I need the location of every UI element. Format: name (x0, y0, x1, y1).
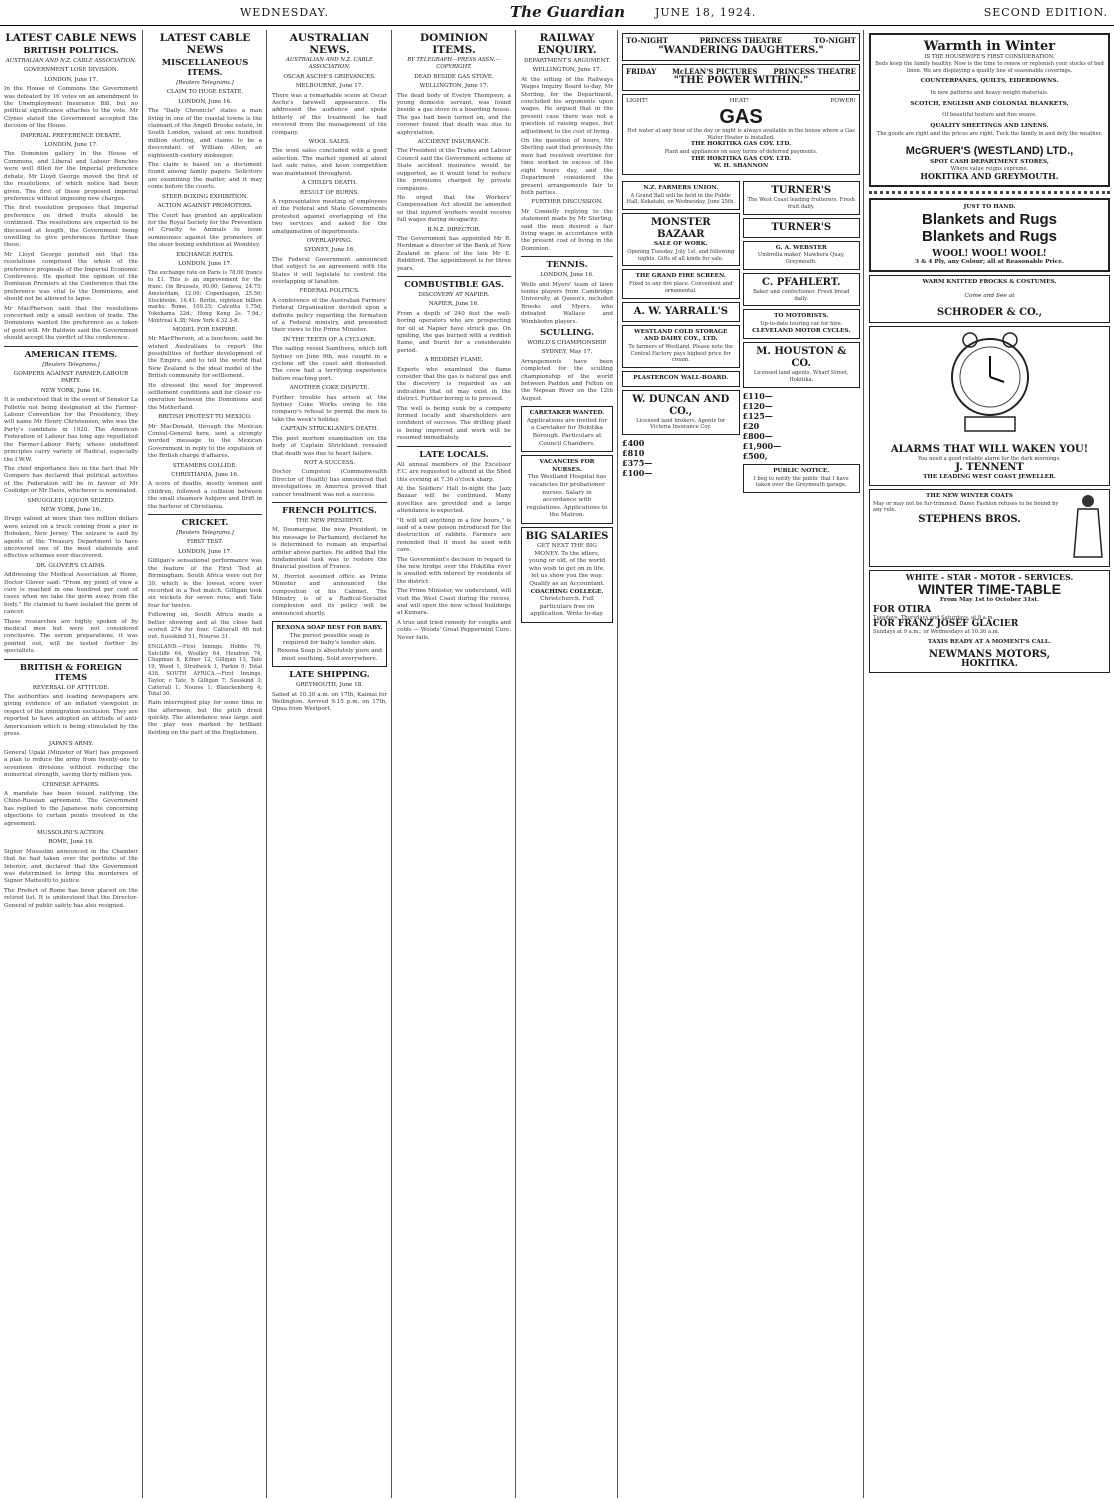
byline: BY TELEGRAPH—PRESS ASSN.—COPYRIGHT. (407, 57, 501, 71)
dateline: WELLINGTON, June 17. (532, 67, 602, 74)
article-text: The first resolution proposes that Imperial preference on dried fruits should be continued. The resolutions are expected to be discussed at length, the Government being unwilling to give preferences further than these. (4, 205, 138, 249)
article-text: Addressing the Medical Association at Rome, Doctor Glover said: "From my point of view a cure is reached in one hundred per cent of cases when we take the germ away from the body." He claimed to have isolated the germ of cancer. (4, 572, 138, 616)
article-text: At the sitting of the Railways Wages Inquiry Board to-day, Mr Sterling, for the Department, concluded his arguments upon wages. He argued that in the present case there was not a question of raising wages, but adjustment to the cost of living. (521, 76, 613, 135)
company-name: THE HOKITIKA GAS COY. LTD. (690, 155, 792, 162)
ad-title: REXONA SOAP BEST FOR BABY. (276, 625, 383, 632)
subhead: WORLD'S CHAMPIONSHIP. (527, 340, 607, 346)
article-text: Signor Mussolini announced in the Chamber that he had taken over the portfolio of the Interior, and declared that the Government was determined to bring the murderers of Signor Matteotti to justice. (4, 848, 138, 885)
ad-text: Hot water at any hour of the day or night is always available in the house where a Gas Water Heater is installed. (627, 127, 855, 141)
company-name: NEWMANS MOTORS, (928, 649, 1051, 661)
subhead: OSCAR ASCHE'S GRIEVANCES. (283, 73, 376, 80)
white-star-motor-ad (869, 570, 1110, 673)
ad-text: Umbrella maker, Mawhera Quay, Greymouth. (757, 252, 845, 265)
article-text: The post mortem examination on the body of Captain Strickland revealed that death was due to heart failure. (272, 435, 387, 457)
ad-text: Beds keep the family healthy. Now is the time to renew or replenish your stocks of bed linen. We are displaying a quality line of seasonable coverings. (875, 60, 1104, 74)
article-text: Doctor Cumpston (Commonwealth Director of Health) has announced that investigations in America proved that cancer treatment was not a success. (272, 469, 387, 498)
article-text: Mr MacPherson, at a luncheon, said he wished Australians to report the possibilities of further development of the Empire, and to tell the world that New Zealand is the ideal model of the British community for settlement. (148, 336, 262, 380)
day-label: FRIDAY (626, 66, 657, 76)
ad-text: The Westland Hospital has vacancies for probationer nurses. Salary in accordance with regulations. Applications to the Matron. (526, 474, 608, 519)
ad-text: The West Coast leading fruiterers. Fresh fruit daily. (747, 196, 855, 210)
ad-text: A Grand Ball will be held in the Public Hall, Kokatahi, on Wednesday, June 25th. (626, 192, 735, 206)
article-text: On the question of hours, Mr Sterling said that previously the men had received overtime for time worked in excess of the eight hours day, and the Department considered the present arrangements fair to both parties. (521, 138, 613, 196)
article-text: Following on, South Africa made a better showing and at the close had scored 274 for four. Catterall 46 not out, Susskind 51, Nourse 31. (148, 612, 262, 641)
gas-power: POWER! (830, 98, 856, 105)
article-text: A representative meeting of employees of the Federal and State Governments protested against overlapping of the two services and asked for the amalgamation of departments. (272, 198, 387, 235)
ad-title: ALARMS THAT WILL WAKEN YOU! (890, 443, 1089, 455)
subhead: IN THE TEETH OF A CYCLONE. (283, 336, 376, 343)
agent-name: W. H. SHANNON (713, 163, 769, 170)
subhead: REVERSAL OF ATTITUDE. (32, 684, 110, 691)
store-tagline: SPOT CASH DEPARTMENT STORES, (930, 158, 1049, 165)
price: £100— (622, 468, 653, 479)
ad-text: May or may not be fur-trimmed. Dame Fashion refuses to be bound by any rule. (873, 500, 1059, 514)
article-text: ENGLAND.—First Innings. Hobbs 76, Sutcliffe 64, Woolley 64, Hendren 74, Chapman 8, Kilner 12, Gilligan 13, Tate 19, Wood 1, Strudwick 1, Parkin 0; Total 438. SOUTH AFRICA.—First Innings. Taylor, c Tate, b Gilligan 7; Susskind 3; Catterall 1; Nourse 1; Blanckenberg 4; Total 30. (148, 643, 262, 698)
rexona-advertisement (272, 621, 387, 667)
dateline: MELBOURNE, June 17. (295, 83, 364, 90)
ad-text: You need a good reliable alarm for the dark mornings. (918, 455, 1061, 462)
article-text: The Court has granted an application for the Royal Society for the Prevention of Cruelty to Animals to issue summonses against the promoters of the steer boxing exhibition at Wembley. (148, 212, 262, 249)
section-heading: SCULLING. (540, 328, 594, 338)
column-3 (268, 30, 392, 1498)
ad-text: To farmers of Westland. Please note the Central Factory pays highest price for cream. (628, 343, 734, 364)
article-text: These researches are highly spoken of by medical men but were not considered conclusive. The serum preparations, it was pointed out, will be tested further by specialists. (4, 618, 138, 655)
ad-title: CARETAKER WANTED. (529, 410, 605, 417)
ad-title: VACANCIES FOR NURSES. (539, 459, 595, 473)
ad-title: N.Z. FARMERS UNION. (643, 184, 719, 191)
gas-heat: HEAT! (729, 98, 749, 105)
dateline: NEW YORK, June 16. (40, 387, 102, 394)
blankets-ad (869, 198, 1110, 273)
masthead-title: The Guardian (510, 3, 625, 21)
motorists-ad (743, 309, 861, 339)
subhead: CHINESE AFFAIRS. (42, 781, 100, 788)
subhead: DISCOVERY AT NAPIER. (418, 291, 490, 298)
subhead: THE NEW PRESIDENT. (295, 517, 364, 524)
ad-text: Of beautiful texture and fine weave. (942, 112, 1037, 119)
ad-text: Fixed to any fire place. Convenient and ornamental. (629, 280, 733, 294)
ad-line: TAXIS READY AT A MOMENT'S CALL. (927, 638, 1052, 645)
article-text: "It will kill anything in a few hours," is said of a new poison introduced for the destruction of rabbits. Farmers are reminded that it must be used with care. (397, 517, 511, 554)
price: £810 (622, 448, 645, 459)
article-text: He urged that the Workers' Compensation Act should be amended so that injured workers would receive full wages during incapacity. (397, 194, 511, 224)
westland-cold-storage-ad (622, 325, 740, 369)
ad-line: COUNTERPANES, QUILTS, EIDERDOWNS. (920, 78, 1059, 85)
ad-line: From May 1st to October 31st. (939, 596, 1040, 603)
dateline: ROME, June 16. (48, 839, 94, 846)
article-text: The "Daily Chronicle" states a man living in one of the coastal towns is the claimant of the Angell Brooke estate, in South London, valued at one hundred million sterling, and claims to be a descendant of William Allen, an eighteenth-century innkeeper. (148, 108, 262, 159)
masthead-date: JUNE 18, 1924. (655, 6, 757, 19)
section-heading: MISCELLANEOUS ITEMS. (161, 58, 249, 78)
ad-title: G. A. WEBSTER (775, 244, 827, 251)
ad-text: Baker and confectioner. Fresh bread daily. (753, 288, 850, 302)
price: £400 (622, 438, 645, 449)
section-heading: TENNIS. (546, 260, 588, 271)
ad-line: WHITE - STAR - MOTOR - SERVICES. (905, 571, 1074, 582)
article-text: The claim is based on a document found among family papers. Solicitors are examining the matter, and it may come before the courts. (148, 162, 262, 191)
article-text: It is understood that in the event of Senator La Follette not being designated at the Farmer-Labour Convention for the Presidency, they will name Mr Henry Christensen, who was the Party's candidate in 1920. The American Federation of Labour has long ago repudiated the Farmer-Labour Party, whose undefined principles carry variety of Radical, especially the I.W.W. (4, 397, 138, 463)
price: £500, (742, 450, 768, 461)
company-town: HOKITIKA. (961, 659, 1018, 670)
yarrall-ad (622, 302, 740, 322)
dateline: LONDON, June 16. (540, 272, 594, 279)
ad-text: Up-to-date touring car for hire. (760, 320, 843, 327)
article-text: The Prime Minister, we understand, will visit the West Coast during the recess, and will open the new school buildings at Kumara. (397, 588, 511, 617)
column-4 (393, 30, 516, 1498)
subhead: DEPARTMENT'S ARGUMENT. (523, 58, 611, 64)
price: £20 (742, 420, 760, 431)
dateline: NEW YORK, June 16. (40, 506, 102, 513)
ad-title: MONSTER BAZAAR (650, 217, 711, 241)
article-text: A conference of the Australian Farmers' Federal Organisation decided upon a definite policy regarding the formation of a Federal ministry, and presented their views to the Prime Minister. (272, 297, 387, 334)
ad-line: WARM KNITTED FROCKS & COSTUMES. (922, 279, 1057, 286)
byline: AUSTRALIAN AND N.Z. CABLE ASSOCIATION. (285, 57, 373, 71)
subhead: OVERLAPPING. (306, 237, 353, 244)
tonight-label: TO-NIGHT (626, 36, 668, 45)
headline: RAILWAY ENQUIRY. (537, 32, 597, 56)
webster-ad (743, 241, 861, 270)
caretaker-advertisement (521, 406, 613, 452)
tennent-jeweller-ad (869, 326, 1110, 486)
subhead: MUSSOLINI'S ACTION. (37, 829, 105, 836)
ad-subtitle: SALE OF WORK. (653, 241, 708, 248)
film-title: "THE POWER WITHIN." (673, 75, 809, 87)
princess-theatre-ad (622, 33, 860, 61)
article-text: The President of the Trades and Labour Council said the Government scheme of State accident insurance would be supported, as it would tend to reduce the premiums charged by private companies. (397, 148, 511, 192)
plastercon-ad (622, 371, 740, 387)
ad-line: Come and See at (964, 292, 1015, 299)
dateline: LONDON, June 17. (178, 260, 232, 267)
article-text: The Federal Government announced that subject to an agreement with the States it will legislate to control the overlapping of taxation. (272, 256, 387, 285)
subhead: STEAMERS COLLIDE. (172, 462, 238, 469)
ad-text: The goods are right and the prices are right. Tuck the family in and defy the weather. (876, 130, 1103, 137)
subhead: JAPAN'S ARMY. (48, 740, 94, 747)
article-text: Gilligan's sensational performance was the feature of the First Test at Birmingham. South Africa were out for 30, which is the lowest score ever recorded in a Test match. Gilligan took six wickets for seven runs, and Tate four for twelve. (148, 558, 262, 609)
subhead: FEDERAL POLITICS. (299, 288, 360, 295)
subhead: BRITISH PROTEST TO MEXICO. (158, 414, 252, 421)
article-text: In the House of Commons the Government was defeated by 16 votes on an amendment to the Unemployment Insurance Bill, but no political significance attaches to the vote. Mr Clynes stated the Government accepted the decision of the House. (4, 86, 138, 130)
turners-ad (743, 181, 861, 215)
ad-line: THE NEW WINTER COATS (926, 492, 1013, 499)
section-heading: CRICKET. (181, 518, 229, 529)
article-text: The authorities and leading newspapers are giving evidence of an inflated viewpoint in respect of the immigration exclusion. They are reported to have adopted an attitude of anti-Americanism which is being stimulated by the press. (4, 694, 138, 738)
public-notice-ad (743, 464, 861, 493)
subhead: GOVERNMENT LOSE DIVISION. (23, 67, 119, 74)
ad-title: PUBLIC NOTICE. (773, 467, 830, 474)
subhead: A CHILD'S DEATH. (301, 180, 358, 187)
subhead: FIRST TEST. (187, 539, 223, 546)
ad-text: GET NEXT THE BIG MONEY. To the idlers, young or old, of the world who wish to get on in life, let us show you the way. Qualify as an Accountant. (528, 542, 606, 587)
ad-text: I beg to notify the public that I have taken over the Greymouth garage. (753, 475, 849, 489)
headline: DOMINION ITEMS. (419, 32, 489, 56)
subhead: RESULT OF BURNS. (299, 189, 360, 196)
headline: AUSTRALIAN NEWS. (289, 32, 370, 56)
column-2 (144, 30, 267, 1498)
article-text: Further trouble has arisen at the Sydney Coke Works owing to the company's refusal to permit the men to take the week's holiday. (272, 394, 387, 423)
stephens-coats-ad (869, 489, 1110, 567)
ad-text: Licensed land agents, Wharf Street, Hokitika. (753, 370, 849, 384)
subhead: DEAD BESIDE GAS STOVE. (414, 73, 494, 80)
mclean-pictures-ad (622, 64, 860, 92)
article-text: General Ugaki (Minister of War) has proposed a plan to reduce the army from twenty-one to seventeen divisions without reducing the numerical strength, saving thirty million yen. (4, 749, 138, 779)
article-text: Experts who examined the flame consider that the gas is natural gas and the discovery is regarded as an indication that oil may exist in the district. Further boring is to proceed. (397, 366, 511, 403)
ad-title: TURNER'S (771, 184, 832, 196)
article-text: The Government has appointed Mr R. Herdman a director of the Bank of New Zealand in place of the late Mr E. Riddiford. The appointment is for three years. (397, 235, 511, 272)
route: FOR OTIRA (873, 605, 932, 616)
subhead: MODEL FOR EMPIRE. (172, 326, 238, 333)
ad-title: WINTER TIME-TABLE (918, 580, 1061, 597)
masthead (0, 0, 1114, 26)
subhead: FURTHER DISCUSSION. (531, 199, 603, 206)
subhead: IMPERIAL PREFERENCE DEBATE. (20, 132, 122, 139)
article-text: A score of deaths, mostly women and children, followed a collision between the small steamers Asbjorn and Drift in the harbour of Christiania. (148, 481, 262, 510)
farmers-union-ad (622, 181, 740, 210)
article-text: The chief importance lies in the fact that Mr Gompers has declared that political activities of the Federation will be in favour of Mr Coolidge or Mr Davis, whichever is nominated. (4, 465, 138, 495)
article-text: There was a remarkable scene at Oscar Asche's farewell appearance. He addressed the audience and spoke bitterly of the treatment he had received from the management of the company. (272, 92, 387, 136)
ad-text: The purest possible soap is required for baby's tender skin. Rexona Soap is absolutely pure and most soothing. Sold everywhere. (276, 632, 383, 662)
article-text: The Prefect of Rome has been placed on the retired list. It is understood that the Director-General of public safety has also resigned. (4, 887, 138, 909)
ad-text: Opening Tuesday, July 1st, and following nights. Gifts of all kinds for sale. (627, 248, 735, 262)
subhead: DR. GLOVER'S CLAIMS. (36, 562, 106, 569)
ad-title: Blankets and Rugs (921, 211, 1058, 229)
dateline: GREYMOUTH, June 18. (295, 682, 364, 689)
column-7-advertisements (865, 30, 1114, 1498)
dateline: LONDON, June 17. (44, 76, 98, 83)
section-heading: BRITISH POLITICS. (23, 46, 119, 56)
article-text: Rain interrupted play for some time in the afternoon, but the pitch dried quickly. The attendance was large and the play was marked by brilliant fielding on the part of the Englishmen. (148, 700, 262, 736)
headline: LATEST CABLE NEWS (5, 32, 137, 44)
masthead-day: WEDNESDAY. (240, 6, 330, 19)
article-text: Mr Lloyd George pointed out that the resolutions comprised the whole of the preference proposals of the Imperial Economic Conference. He quoted the opinion of the Dominion Premiers at the Conference that the preference was vital to the Dominions, and should not be allowed to lapse. (4, 251, 138, 303)
byline: [Reuters Telegrams.] (42, 361, 100, 368)
dateline: SYDNEY, May 17. (541, 349, 593, 356)
ad-title: A. W. YARRALL'S (633, 305, 728, 317)
price: £120— (742, 400, 773, 411)
article-text: The wool sales concluded with a good selection. The market opened at about last sale rates, and keen competition was maintained throughout. (272, 148, 387, 177)
masthead-edition: SECOND EDITION. (983, 6, 1108, 19)
ad-title: THE GRAND FIRE SCREEN. (635, 273, 726, 280)
subhead: CAPTAIN STRICKLAND'S DEATH. (280, 426, 379, 433)
article-text: All annual members of the Excelsior F.C. are requested to attend at the Shed this evening at 7.30 o'clock sharp. (397, 461, 511, 483)
pfahlert-ad (743, 273, 861, 307)
dateline: LONDON, June 17. (178, 548, 232, 555)
ad-text: Licensed land brokers. Agents for Victoria Insurance Coy. (636, 417, 726, 431)
ad-text: Applications are invited for a Caretaker for Hokitika Borough. Particulars at Council Chambers. (526, 417, 608, 447)
theatre-name: PRINCESS THEATRE (773, 66, 856, 76)
ad-title: TURNER'S (771, 221, 832, 233)
schroder-ad (869, 275, 1110, 322)
fire-screen-ad (622, 269, 740, 298)
gas-light: LIGHT! (626, 98, 649, 105)
article-text: A true and tried remedy for coughs and colds — Woods' Great Peppermint Cure. Never fails. (397, 619, 511, 641)
column-1 (0, 30, 143, 1498)
subhead: A REDDISH FLAME. (424, 357, 484, 364)
ad-title: M. HOUSTON & CO. (756, 346, 847, 370)
sleeping-face-clock-illustration (920, 332, 1060, 442)
film-title: "WANDERING DAUGHTERS." (658, 44, 824, 56)
duncan-ad (622, 390, 740, 436)
ad-text: In new patterns and heavy-weight materials. (930, 89, 1049, 96)
ad-text: Christchurch. Full particulars free on application. Write to-day. (530, 596, 604, 618)
theatre-name: PRINCESS THEATRE (699, 36, 783, 45)
byline: AUSTRALIAN AND N.Z. CABLE ASSOCIATION. (5, 58, 137, 64)
subhead: ANOTHER COKE DISPUTE. (289, 385, 370, 392)
section-heading: LATE SHIPPING. (289, 670, 370, 681)
article-text: A mandate has been issued ratifying the Chino-Russian agreement. The Government has replied to the Japanese note concerning objections to certain points involved in the agreement. (4, 790, 138, 827)
section-heading: LATE LOCALS. (419, 449, 489, 460)
gas-company-ad (622, 94, 860, 175)
warmth-winter-ad (869, 33, 1110, 187)
coat-figure-illustration (1070, 493, 1106, 563)
subhead: B.N.Z. DIRECTOR. (427, 226, 481, 233)
dateline: CHRISTIANIA, June 16. (171, 472, 239, 479)
ad-text: Plant and appliances on easy terms of deferred payments. (664, 148, 818, 155)
ad-title: W. DUNCAN AND CO., (632, 393, 730, 417)
ad-title: TO MOTORISTS. (774, 313, 829, 320)
dateline: SYDNEY, June 16. (304, 247, 355, 254)
article-text: Mr MacPherson said that the resolutions concerned only a small section of trade. The Dominions wanted the preference as a token of good-will. Mr Baldwin said the Government should accept the verdict of the conference. (4, 305, 138, 342)
ad-text: IS THE HOUSEWIFE'S FIRST CONSIDERATION. (924, 54, 1055, 60)
section-heading: AMERICAN ITEMS. (24, 349, 118, 360)
price-list (743, 391, 861, 461)
ad-text: Where value reigns supreme. (950, 166, 1029, 173)
ad-line: WOOL! WOOL! WOOL! (932, 249, 1047, 260)
jeweller-name: J. TENNENT (955, 462, 1024, 474)
article-text: At the Soldiers' Hall to-night the Jazz Bazaar will be continued. Many novelties are provided and a large attendance is expected. (397, 485, 511, 515)
article-text: From a depth of 240 feet the well-boring operators who are prospecting for oil at Napier have struck gas. On igniting, the gas burned with a reddish flame, and burnt for a considerable period. (397, 310, 511, 354)
ad-line: 3 & 4 Ply, any Colour; all at Reasonable Price. (915, 258, 1064, 265)
section-heading: COMBUSTIBLE GAS. (404, 279, 504, 290)
subhead: EXCHANGE RATES. (176, 251, 234, 258)
ad-title: WESTLAND COLD STORAGE AND DAIRY COY., LTD. (634, 328, 728, 343)
price: £1,900— (742, 440, 782, 451)
subhead: SMUGGLED LIQUOR SEIZED. (27, 497, 115, 504)
subhead: NOT A SUCCESS. (303, 459, 356, 466)
ad-title: Warmth in Winter (923, 39, 1056, 54)
section-heading: FRENCH POLITICS. (282, 505, 377, 516)
article-text: M. Herriot assumed office as Prime Minister and announced the composition of his Cabinet. The Ministry is of a Radical-Socialist complexion and its policy will be announced shortly. (272, 573, 387, 617)
ad-title: PLASTERCON WALL-BOARD. (633, 375, 729, 382)
subhead: STEER BOXING EXHIBITION. (161, 193, 249, 200)
dateline: WELLINGTON, June 17. (419, 83, 489, 90)
ad-line: JUST TO HAND. (963, 203, 1016, 210)
ad-line: SCOTCH, ENGLISH AND COLONIAL BLANKETS, (910, 100, 1069, 107)
ad-title: Blankets and Rugs (921, 228, 1058, 246)
article-text: The well is being sunk by a company formed locally and shareholders are confident of success. The drilling plant is being improved and work will be resumed immediately. (397, 405, 511, 442)
article-text: Arrangements have been completed for the sculling championship of the world between Paddon and Felton on the Nepean River on the 12th August. (521, 358, 613, 402)
ad-line: QUALITY SHEETINGS AND LINENS. (930, 123, 1049, 130)
company-name: THE HOKITIKA GAS COY. LTD. (690, 141, 792, 148)
price: £375— (622, 458, 653, 469)
article-text: M. Doumergue, the new President, in his message to Parliament, declared he is determined to remain an impartial arbiter above parties. He added that the fundamental task was to restore the financial position of France. (272, 527, 387, 571)
bazaar-ad (622, 213, 740, 266)
byline: [Reuters Telegrams.] (176, 80, 234, 86)
subhead: WOOL SALES. (308, 139, 351, 146)
store-towns: HOKITIKA AND GREYMOUTH. (920, 170, 1059, 181)
subhead: ACCIDENT INSURANCE. (417, 139, 491, 146)
byline: [Reuters Telegrams.] (176, 530, 234, 537)
ad-title: BIG SALARIES (525, 530, 609, 542)
subhead: ACTION AGAINST PROMOTERS. (157, 203, 253, 210)
column-5 (517, 30, 618, 1498)
price: £110— (742, 390, 773, 401)
nurses-advertisement (521, 455, 613, 524)
article-text: Drugs valued at more than two million dollars were seized on a truck coming from a pier in Hoboken, New Jersey. The seizure is said by agents of the Treasury Department to have uncovered one of the most elaborate and effective schemes ever discovered. (4, 516, 138, 560)
price: £125— (742, 410, 773, 421)
store-name: STEPHENS BROS. (918, 514, 1021, 526)
price: £800— (742, 430, 773, 441)
ad-text: Tuesdays, Thursdays and Saturdays, at 8 a.m. (873, 614, 995, 621)
price-list (622, 438, 740, 478)
houston-ad (743, 342, 861, 388)
tonight-label: TO-NIGHT (814, 36, 856, 45)
article-text: The Government's decision in regard to the new bridge over the Hokitika river is awaited with interest by residents of the district. (397, 556, 511, 585)
route: FOR FRANZ JOSEF GLACIER (873, 619, 1019, 630)
article-text: The exchange rate on Paris is 78.00 francs to £1. This is an improvement for the franc. On Brussels, 90.00; Geneva, 24.75; Amsterdam, 12.00; Copenhagen, 25.50; Stockholm, 16.41; Berlin, eighteen billion marks; Rome, 100.25; Calcutta 1.75d; Yokohama 22d.; Hong Kong 2s. 7.9d.; Montreal 4.38; New York 4.32 3-8. (148, 270, 262, 324)
article-text: Wells and Myers' team of lawn tennis players from Cambridge University, at Queen's, included Brooks and Myers, who defeated Wallace and Wimbledon players. (521, 281, 613, 325)
dateline: LONDON, June 16. (178, 98, 232, 105)
subhead: CLAIM TO HUGE ESTATE. (166, 89, 244, 96)
dateline: LONDON, June 17. (44, 142, 98, 149)
turners-ad-2 (743, 218, 861, 238)
store-name: SCHRODER & CO., (936, 306, 1043, 318)
ad-subtitle: COACHING COLLEGE. (530, 588, 604, 595)
article-text: Mr MacDonald, through the Mexican Consul-General here, sent a strongly worded message to the Mexican Government in reply to the expulsion of the British chargé d'affaires. (148, 423, 262, 460)
jeweller-tagline: THE LEADING WEST COAST JEWELLER. (923, 474, 1056, 481)
ad-title: C. PFAHLERT. (762, 276, 841, 288)
dateline: NAPIER, June 16. (428, 301, 480, 308)
store-name: McGRUER'S (WESTLAND) LTD., (905, 144, 1074, 157)
coaching-advertisement (521, 527, 613, 623)
article-text: Mr Connelly replying to the statement made by Mr Sterling, said the men desired a fair living wage in accordance with the present cost of living in the Dominion. (521, 208, 613, 252)
ad-text: Sundays at 9 a.m.; or Wednesdays at 10.30 a.m. (873, 629, 1000, 636)
article-text: The sailing vessel Sainthura, which left Sydney on June 9th, was caught in a cyclone off the coast and dismasted. The crew had a terrifying experience before reaching port. (272, 346, 387, 382)
column-6-advertisements (619, 30, 864, 1498)
headline: LATEST CABLE NEWS (159, 32, 251, 56)
ad-subtitle: CLEVELAND MOTOR CYCLES. (752, 327, 851, 334)
gas-heading: GAS (719, 105, 763, 128)
article-text: He stressed the need for improved settlement conditions and for closer co-operation between the Dominions and the Motherland. (148, 382, 262, 411)
section-heading: BRITISH & FOREIGN ITEMS (19, 662, 123, 683)
article-text: The dead body of Evelyn Thompson, a young domestic servant, was found beside a gas stove in a boarding house. The gas had been turned on, and the coroner found that death was due to asphyxiation. (397, 92, 511, 136)
article-text: The Dominion gallery in the House of Commons, and Liberal and Labour Benches were well filled for the Imperial preference debate, Mr Lloyd George moved the first of the resolutions, of which notice had been given. The first of these proposed imperial preference without imposing new charges. (4, 151, 138, 202)
subhead: GOMPERS AGAINST FARMER-LABOUR PARTY. (13, 371, 129, 385)
article-text: Sailed at 10.30 a.m. on 17th, Kaimai for Wellington. Arrived 9.15 p.m. on 17th, Opua from Westport. (272, 691, 387, 713)
exhibitor-name: McLEAN'S PICTURES (672, 66, 758, 76)
